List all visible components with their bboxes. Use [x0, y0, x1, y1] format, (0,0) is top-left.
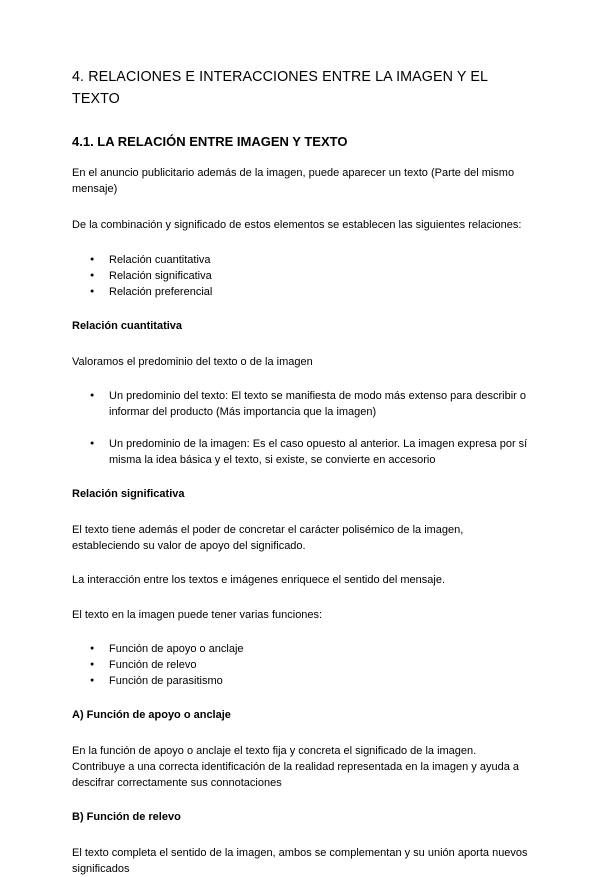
list-item: ● Un predominio del texto: El texto se manifiesta de modo más extenso para describir o informar del producto (Más importancia que la imagen) — [72, 388, 532, 420]
subsection-title: 4.1. LA RELACIÓN ENTRE IMAGEN Y TEXTO — [72, 134, 348, 149]
quantitative-heading: Relación cuantitativa — [72, 320, 183, 332]
function-b-heading: B) Función de relevo — [72, 811, 181, 823]
significant-paragraph-3: El texto en la imagen puede tener varias funciones: — [72, 609, 323, 621]
function-a-paragraph: En la función de apoyo o anclaje el texto fija y concreta el significado de la imagen. Contribuye a una correcta identificación de la realidad representada en la imagen y ayuda a descifrar correctamente sus connotaciones — [72, 745, 520, 789]
relations-list — [72, 252, 532, 300]
list-item: ● Función de parasitismo — [72, 673, 532, 689]
significant-paragraph-2: La interacción entre los textos e imágenes enriquece el sentido del mensaje. — [72, 574, 446, 586]
functions-list — [72, 641, 532, 689]
significant-heading: Relación significativa — [72, 488, 185, 500]
list-item: ● Relación cuantitativa — [72, 252, 532, 268]
list-item: ● Un predominio de la imagen: Es el caso opuesto al anterior. La imagen expresa por sí misma la idea básica y el texto, si existe, se convierte en accesorio — [72, 436, 532, 468]
function-a-heading: A) Función de apoyo o anclaje — [72, 709, 231, 721]
list-item: ● Función de apoyo o anclaje — [72, 641, 532, 657]
section-title: 4. RELACIONES E INTERACCIONES ENTRE LA IMAGEN Y EL TEXTO — [72, 69, 488, 107]
function-b-paragraph: El texto completa el sentido de la imagen, ambos se complementan y su unión aporta nuevos significados — [72, 847, 528, 875]
intro-paragraph: En el anuncio publicitario además de la imagen, puede aparecer un texto (Parte del mismo mensaje) — [72, 167, 515, 195]
list-item: ● Relación significativa — [72, 268, 532, 284]
relations-intro: De la combinación y significado de estos elementos se establecen las siguientes relaciones: — [72, 219, 522, 231]
quantitative-paragraph: Valoramos el predominio del texto o de la imagen — [72, 356, 313, 368]
list-item: ● Relación preferencial — [72, 284, 532, 300]
quantitative-list — [72, 388, 532, 468]
document-page — [72, 66, 532, 877]
significant-paragraph-1: El texto tiene además el poder de concretar el carácter polisémico de la imagen, estableciendo su valor de apoyo del significado. — [72, 524, 464, 552]
list-item: ● Función de relevo — [72, 657, 532, 673]
